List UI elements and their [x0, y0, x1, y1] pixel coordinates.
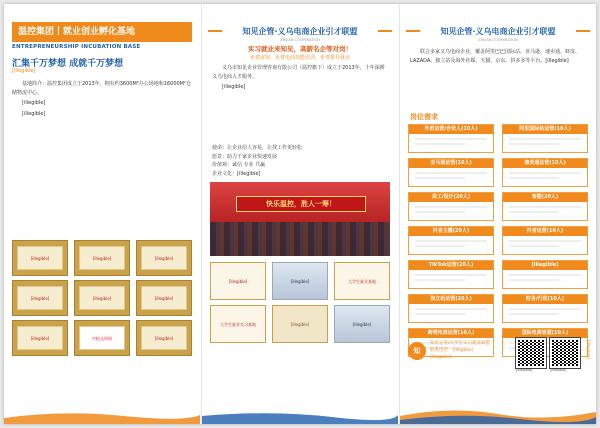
panel3-header: 知见企管·义乌电商企业引才联盟	[440, 26, 556, 36]
header-accent-bar	[378, 30, 392, 32]
certificate-text: [illegible]	[141, 326, 187, 350]
contact-text	[430, 340, 510, 361]
contact-line: 知见企管/大学生实习就业联盟	[430, 341, 491, 346]
certificate-text: [illegible]	[17, 286, 63, 310]
certificate-plaque	[12, 240, 68, 276]
decorative-wave	[202, 410, 398, 424]
panel2-paragraph: [illegible]	[222, 84, 246, 90]
panel1-paragraph: 基地简介：温控集团成立于2013年，拥有约3600M²办公场地和16000M²仓储物流中心。	[12, 81, 191, 96]
qr-code-icon	[516, 338, 546, 368]
panel2-header: 知见企管·义乌电商企业引才联盟	[242, 26, 358, 36]
job-card	[408, 158, 494, 187]
mission-item: 愿景：助力千家企业快速发展	[212, 153, 278, 160]
job-title: 客服(20人)	[503, 193, 587, 202]
job-title: 国际电商客服(10人)	[503, 329, 587, 338]
mission-item: 价值观：诚信 专业 共赢	[212, 162, 266, 168]
header-accent-bar	[406, 30, 420, 32]
company-logo-icon: 知	[408, 342, 426, 360]
side-text: [illegible]	[586, 340, 591, 359]
panel1-slogan: 汇集千万梦想 成就千万梦想	[12, 59, 124, 69]
honor-thumb: [illegible]	[334, 305, 390, 343]
panel1-paragraph: [illegible]	[22, 110, 46, 117]
panel-zhijian-about	[202, 4, 398, 424]
contact-line: [illegible]	[430, 355, 452, 360]
header-accent-bar	[576, 30, 590, 32]
header-accent-bar	[208, 30, 222, 32]
job-card	[502, 226, 588, 255]
brochure-sheet	[4, 4, 596, 424]
job-card	[502, 158, 588, 187]
job-card	[502, 124, 588, 153]
certificate-plaque	[136, 320, 192, 356]
certificate-text: [illegible]	[17, 326, 63, 350]
panel1-slogan2: [illegible]	[12, 68, 36, 74]
certificate-plaque	[136, 280, 192, 316]
certificate-text: [illegible]	[17, 246, 63, 270]
jobs-title: 岗位需求	[410, 113, 438, 121]
mission-list	[212, 144, 388, 178]
certificate-text: [illegible]	[79, 246, 125, 270]
certificate-plaque	[74, 240, 130, 276]
panel-job-demands	[400, 4, 596, 424]
decorative-wave	[400, 406, 596, 424]
certificate-text: 中帆文明网	[79, 326, 125, 350]
contact-line: 联系电话：[illegible]	[430, 348, 474, 353]
honor-thumbnails	[210, 262, 390, 343]
job-card	[408, 124, 494, 153]
job-card	[502, 192, 588, 221]
panel-incubation-base	[4, 4, 200, 424]
honor-thumb: [illegible]	[272, 262, 328, 300]
team-crowd	[210, 222, 390, 256]
certificate-plaque	[74, 280, 130, 316]
panel2-slogan2: 免费食宿、免费电商技能培训、免费推荐就业	[249, 55, 350, 61]
job-card	[502, 260, 588, 289]
honor-thumb: 大学生就业基地	[334, 262, 390, 300]
job-title: 速卖通运营(10人)	[503, 159, 587, 168]
qr-caption: [illegible]	[550, 368, 567, 372]
job-title: 跨境电商运营(10人)	[409, 329, 493, 338]
qr-caption: [illegible]	[516, 368, 533, 372]
job-card	[408, 294, 494, 323]
job-card-grid	[408, 124, 588, 357]
job-title: 阿里国际站运营(10人)	[503, 125, 587, 134]
certificate-text: [illegible]	[141, 246, 187, 270]
job-card	[408, 260, 494, 289]
certificate-grid	[12, 240, 192, 356]
certificate-plaque	[12, 320, 68, 356]
job-title: 亚马逊运营(10人)	[409, 159, 493, 168]
panel3-header-en: ZHIJIAN COOPERATION	[478, 38, 518, 42]
certificate-plaque	[74, 320, 130, 356]
panel1-subheader: ENTREPRENEURSHIP INCUBATION BASE	[12, 44, 141, 50]
qr-code-icon	[550, 338, 580, 368]
panel1-header: 温控集团丨就业创业孵化基地	[12, 22, 192, 42]
contact-block	[408, 336, 591, 372]
job-title: 抖音运营(10人)	[503, 227, 587, 236]
job-title: 抖音主播(20人)	[409, 227, 493, 236]
panel1-paragraph: [illegible]	[22, 100, 46, 106]
certificate-plaque	[136, 240, 192, 276]
certificate-text: [illegible]	[79, 286, 125, 310]
banner-sign: 快乐温控，胜人一筹！	[236, 196, 366, 212]
panel2-paragraph: 义乌市知见企业管理咨询有限公司（温控旗下）成立于2013年，十年深耕义乌电商人才服务。	[212, 65, 385, 80]
job-card	[408, 226, 494, 255]
decorative-wave	[4, 410, 200, 424]
job-title: 美工/设计(20人)	[409, 193, 493, 202]
job-title: 财务/行政(10人)	[503, 295, 587, 304]
panel3-intro: 联合多家义乌电商企业，覆盖阿里巴巴国际站、亚马逊、速卖通、虾皮、LAZADA、独立站及海外社媒、天猫、京东、拼多多等平台。[illegible]	[410, 49, 581, 64]
job-card	[502, 294, 588, 323]
panel2-header-en: ZHIJIAN COOPERATION	[280, 38, 320, 42]
certificate-plaque	[12, 280, 68, 316]
job-title: [illegible]	[503, 261, 587, 270]
honor-thumb: [illegible]	[210, 262, 266, 300]
honor-thumb: 大学生就业实习基地	[210, 305, 266, 343]
honor-thumb: [illegible]	[272, 305, 328, 343]
job-title: TikTok运营(20人)	[409, 261, 493, 270]
job-card	[408, 192, 494, 221]
panel2-slogan: 实习就业来知见，高薪名企等对岗！	[248, 45, 352, 53]
mission-item: 企业文化：[illegible]	[212, 170, 261, 177]
job-title: 外贸运营/合伙人(10人)	[409, 125, 493, 134]
panel2-body	[212, 64, 388, 94]
panel1-body	[12, 80, 192, 120]
team-photo-banner	[210, 182, 390, 256]
certificate-text: [illegible]	[141, 286, 187, 310]
mission-item: 使命：让企业招人容易，让找工作更轻松	[212, 145, 303, 151]
job-title: 独立站运营(20人)	[409, 295, 493, 304]
